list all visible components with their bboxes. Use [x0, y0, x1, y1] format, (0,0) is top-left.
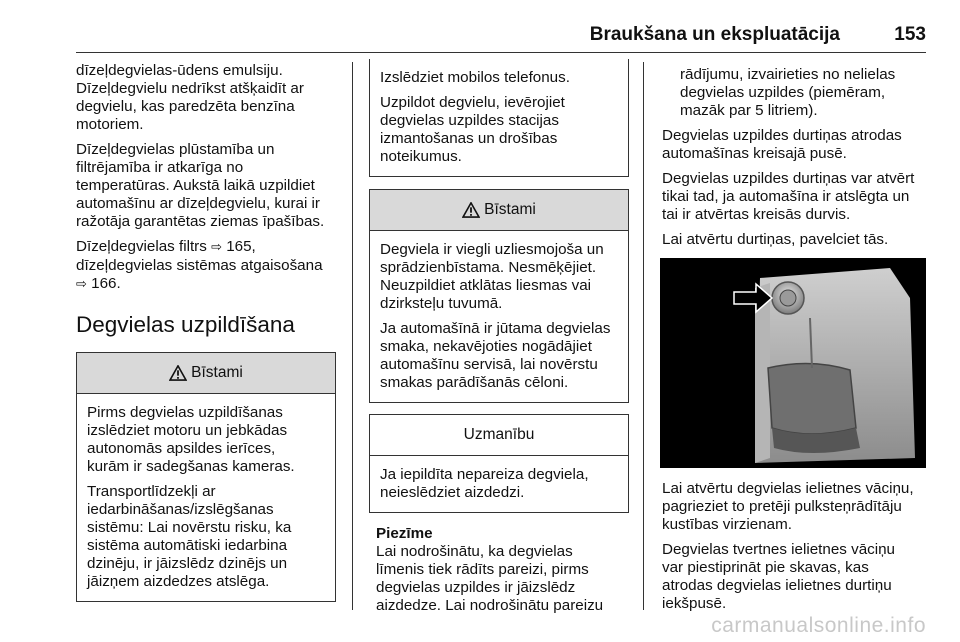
cross-reference-arrow-icon: ⇨ [76, 277, 87, 292]
text-line: var piestiprināt pie skavas, kas [662, 559, 869, 576]
paragraph-diesel-emulsion [76, 62, 341, 134]
caution-box-header [370, 415, 628, 456]
text-line: Transportlīdzekļi ar [87, 483, 216, 500]
note-block [369, 525, 631, 615]
text-line: degvielas uzpildes ir jāizslēdz [376, 579, 576, 596]
text-line: automašīnu servisā, lai novērstu [380, 356, 598, 373]
text-line: Dīzeļdegvielas plūstamība un [76, 141, 275, 158]
text-line: sprādzienbīstama. Nesmēķējiet. [380, 259, 597, 276]
text-line: izslēdziet motoru un jebkādas [87, 422, 288, 439]
text-line: autonomās apsildes ierīces, [87, 440, 276, 457]
text-line: Degvielas tvertnes ielietnes vāciņu [662, 541, 895, 558]
warning-box [76, 352, 336, 602]
text-line: filtrējamība ir atkarīga no [76, 159, 244, 176]
column-1 [76, 62, 341, 602]
fuel-filler-door-illustration [660, 258, 926, 468]
text-line: Neuzpildiet atklātas liesmas vai [380, 277, 592, 294]
text-line: dzinēju, ir jāizslēdz dzinējs un [87, 555, 288, 572]
paragraph-fuel-door-location [662, 127, 928, 163]
text-line: jāizņem aizdedzes atslēga. [87, 573, 270, 590]
text-line: automašīnas kreisajā pusē. [662, 145, 847, 162]
text-line: aizdedze. Lai nodrošinātu pareizu [376, 597, 604, 614]
text-line: automašīnu ar dīzeļdegvielu, kurai ir [76, 195, 320, 212]
watermark: carmanualsonline.info [711, 614, 926, 637]
text-line: noteikumus. [380, 148, 462, 165]
text-line: tai ir atvērtas kreisās durvis. [662, 206, 851, 223]
section-title: Degvielas uzpildīšana [76, 312, 295, 337]
text-line: dīzeļdegvielas sistēmas atgaisošana [76, 257, 323, 274]
text-line: temperatūras. Aukstā laikā uzpildiet [76, 177, 315, 194]
cross-reference-arrow-icon: ⇨ [211, 240, 222, 255]
page-reference-link[interactable]: 166. [91, 275, 121, 292]
header-rule [76, 52, 926, 53]
text-line: Degvielas uzpildes durtiņas var atvērt [662, 170, 915, 187]
text-line: Dīzeļdegvielas filtrs [76, 238, 212, 255]
column-divider [643, 62, 644, 610]
page-reference-link[interactable]: 165, [226, 238, 256, 255]
text-line: tikai tad, ja automašīna ir atslēgta un [662, 188, 910, 205]
caution-box-body [370, 456, 628, 512]
caution-box [369, 414, 629, 513]
text-line: dzirksteļu tuvumā. [380, 295, 503, 312]
text-line: smaka, nekavējoties nogādājiet [380, 338, 592, 355]
text-line: Dīzeļdegvielu nedrīkst atšķaidīt ar [76, 80, 304, 97]
paragraph-continued [662, 66, 928, 120]
text-line: atrodas degvielas ielietnes durtiņu [662, 577, 892, 594]
text-line: dīzeļdegvielas-ūdens emulsiju. [76, 62, 283, 79]
text-line: Lai nodrošinātu, ka degvielas [376, 543, 573, 560]
text-line: degvielas uzpildes stacijas [380, 112, 559, 129]
warning-box [369, 189, 629, 403]
fuel-door-photo-icon [660, 258, 926, 468]
page-number: 153 [894, 24, 926, 45]
text-line: Lai atvērtu degvielas ielietnes vāciņu, [662, 480, 914, 497]
text-line: degvielas uzpildes (piemēram, [680, 84, 886, 101]
text-line: rādījumu, izvairieties no nelielas [680, 66, 896, 83]
text-line: degvielu, kas paredzēta benzīna [76, 98, 295, 115]
paragraph-diesel-references [76, 238, 341, 294]
paragraph-open-door [662, 231, 928, 249]
text-line: smakas parādīšanās cēloni. [380, 374, 569, 391]
warning-heading: Bīstami [484, 201, 536, 218]
paragraph-fuel-door-unlock [662, 170, 928, 224]
warning-triangle-icon [169, 365, 187, 381]
text-line: kurām ir sadegšanas kameras. [87, 458, 295, 475]
column-3-lower [662, 480, 928, 620]
text-line: kustības virzienam. [662, 516, 792, 533]
warning-box-header [77, 353, 335, 394]
text-line: neieslēdziet aizdedzi. [380, 484, 525, 501]
warning-box-body [370, 231, 628, 402]
text-line: Ja iepildīta nepareiza degviela, [380, 466, 589, 483]
text-line: iekšpusē. [662, 595, 727, 612]
text-line: pagrieziet to pretēji pulksteņrādītāju [662, 498, 902, 515]
text-line: izmantošanas un drošības [380, 130, 558, 147]
text-line: motoriem. [76, 116, 144, 133]
paragraph-open-cap [662, 480, 928, 534]
warning-box-body [77, 394, 335, 601]
text-line: sistēmu: Lai novērstu risku, ka [87, 519, 292, 536]
warning-box-header [370, 190, 628, 231]
warning-triangle-icon [462, 202, 480, 218]
text-line: līmenis tiek rādīts pareizi, pirms [376, 561, 589, 578]
text-line: sistēma automātiski iedarbina [87, 537, 288, 554]
paragraph-cap-clip [662, 541, 928, 613]
text-line: iedarbināšanas/izslēgšanas [87, 501, 274, 518]
column-2 [369, 62, 631, 615]
note-title: Piezīme [376, 525, 433, 542]
text-line: Lai atvērtu durtiņas, pavelciet tās. [662, 231, 889, 248]
text-line: Uzpildot degvielu, ievērojiet [380, 94, 565, 111]
continued-warning-box [369, 59, 629, 177]
paragraph-diesel-flow [76, 141, 341, 231]
text-line: Izslēdziet mobilos telefonus. [380, 69, 570, 86]
header-title: Braukšana un ekspluatācija [589, 24, 840, 45]
warning-heading: Bīstami [191, 364, 243, 381]
caution-heading: Uzmanību [463, 426, 535, 443]
text-line: Pirms degvielas uzpildīšanas [87, 404, 283, 421]
column-divider [352, 62, 353, 610]
text-line: mazāk par 5 litriem). [680, 102, 818, 119]
text-line: Ja automašīnā ir jūtama degvielas [380, 320, 611, 337]
text-line: Degvielas uzpildes durtiņas atrodas [662, 127, 902, 144]
column-3 [662, 66, 928, 256]
text-line: Degviela ir viegli uzliesmojoša un [380, 241, 604, 258]
text-line: ražotāja garantētas ziemas īpašības. [76, 213, 325, 230]
